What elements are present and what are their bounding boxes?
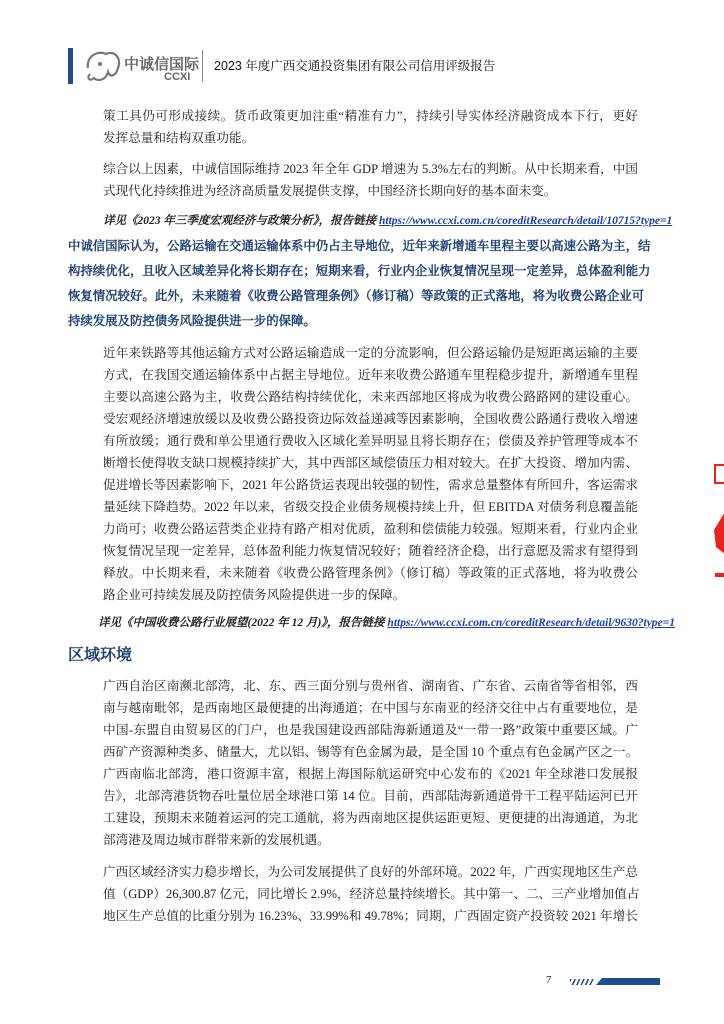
- page-number: 7: [546, 974, 552, 986]
- text-line: 路企业可持续发展及防控债务风险提供进一步的保障。: [103, 588, 406, 602]
- red-seal-stamp: [712, 455, 724, 580]
- logo-text-en: CCXI: [164, 71, 191, 83]
- text-line: 广西区域经济实力稳步增长，为公司发展提供了良好的外部环境。2022 年，广西实现地区生产总: [103, 865, 638, 879]
- text-line: 中国-东盟自由贸易区的门户，也是我国建设西部陆海新通道及“一带一路”政策中重要区域。广: [103, 723, 638, 737]
- text-line: 持续发展及防控债务风险提供进一步的保障。: [68, 314, 316, 328]
- header-accent-bar: [68, 48, 73, 84]
- ccxi-logo: [84, 48, 200, 86]
- text-line: 南与越南毗邻，是西南地区最便捷的出海通道；在中国与东南亚的经济交往中占有重要地位，是: [103, 701, 638, 715]
- text-line: 工建设，预期未来随着运河的完工通航，将为西南地区提供运距更短、更便捷的出海通道，为北: [103, 811, 638, 825]
- report-link-macro[interactable]: https://www.ccxi.com.cn/coreditResearch/detail/10715?type=1: [379, 215, 673, 227]
- text-line: 广西自治区南濒北部湾，北、东、西三面分别与贵州省、湖南省、广东省、云南省等省相邻，西: [103, 679, 638, 693]
- text-line: 有所放缓；通行费和单公里通行费收入区域化差异明显且将长期存在；偿债及养护管理等成本不: [103, 434, 638, 448]
- text-line: 促进增长等因素影响下，2021 年公路货运表现出较强的韧性，需求总量整体有所回升，客运需求: [103, 478, 638, 492]
- text-line: 综合以上因素，中诚信国际维持 2023 年全年 GDP 增速为 5.3%左右的判断。从中长期来看，中国: [103, 162, 638, 176]
- text-line: 地区生产总值的比重分别为 16.23%、33.99%和 49.78%；同期，广西固定资产投资较 2021 年增长: [103, 909, 638, 923]
- text-line: 方式，在我国交通运输体系中占据主导地位。近年来收费公路通车里程稳步提升，新增通车里程: [103, 368, 638, 382]
- text-line: 受宏观经济增速放缓以及收费公路投资边际效益递减等因素影响，全国收费公路通行费收入增速: [103, 412, 638, 426]
- text-line: 发挥总量和结构双重功能。: [103, 131, 255, 145]
- footer-accent-bar: [596, 978, 660, 985]
- report-title: 2023 年度广西交通投资集团有限公司信用评级报告: [214, 59, 496, 73]
- report-link-toll-road[interactable]: https://www.ccxi.com.cn/coreditResearch/detail/9630?type=1: [387, 617, 675, 629]
- paragraph-monetary-policy: [103, 105, 638, 149]
- text-line: 断增长使得收支缺口规模持续扩大，其中西部区域偿债压力相对较大。在扩大投资、增加内需、: [103, 456, 638, 470]
- text-line: 广西南临北部湾，港口资源丰富，根据上海国际航运研究中心发布的《2021 年全球港口发展报: [103, 767, 638, 781]
- text-line: 主要以高速公路为主，收费公路结构持续优化，未来西部地区将成为收费公路路网的建设重心。: [103, 390, 638, 404]
- header-divider: [202, 50, 203, 82]
- report-reference-toll-road: [98, 614, 675, 630]
- text-line: 部湾港及周边城市群带来新的发展机遇。: [103, 833, 330, 847]
- text-line: 释放。中长期来看，未来随着《收费公路管理条例》（修订稿）等政策的正式落地，将为收费公: [103, 566, 638, 580]
- text-line: 力尚可；收费公路运营类企业持有路产相对优质，盈利和偿债能力较强。短期来看，行业内企业: [103, 522, 638, 536]
- paragraph-guangxi-geography: [103, 675, 638, 851]
- text-line: 量延续下降趋势。2022 年以来，省级交投企业债务规模持续上升，但 EBITDA 对债务利息覆盖能: [103, 500, 638, 514]
- report-reference-macro: [103, 212, 672, 228]
- logo-text-cn: 中诚信国际: [124, 56, 200, 73]
- paragraph-toll-road-industry: [103, 342, 638, 606]
- key-opinion-paragraph: [68, 234, 651, 334]
- text-line: 中诚信国际认为，公路运输在交通运输体系中仍占主导地位，近年来新增通车里程主要以高速公路为主，结: [68, 239, 651, 253]
- reference-text: 详见《2023 年三季度宏观经济与政策分析》，报告链接: [103, 215, 379, 227]
- text-line: 策工具仍可形成接续。货币政策更加注重“精准有力”，持续引导实体经济融资成本下行，更好: [103, 109, 638, 123]
- paragraph-gdp-forecast: [103, 158, 638, 202]
- text-line: 恢复情况较好。此外，未来随着《收费公路管理条例》（修订稿）等政策的正式落地，将为收费公路企业可: [68, 289, 645, 303]
- text-line: 西矿产资源种类多、储量大，尤以铝、锡等有色金属为最，是全国 10 个重点有色金属产区之一。: [103, 745, 639, 759]
- text-line: 告》，北部湾港货物吞吐量位居全球港口第 14 位。目前，西部陆海新通道骨干工程平陆运河已开: [103, 789, 638, 803]
- paragraph-guangxi-economy: [103, 861, 638, 927]
- section-heading-regional-environment: 区域环境: [68, 647, 133, 664]
- text-line: 式现代化持续推进为经济高质量发展提供支撑，中国经济长期向好的基本面未变。: [103, 184, 557, 198]
- text-line: 构持续优化，且收入区域差异化将长期存在；短期来看，行业内企业恢复情况呈现一定差异，总体盈利能力: [68, 264, 651, 278]
- reference-text: 详见《中国收费公路行业展望(2022 年 12 月)》，报告链接: [98, 617, 388, 629]
- text-line: 近年来铁路等其他运输方式对公路运输造成一定的分流影响，但公路运输仍是短距离运输的主要: [103, 346, 638, 360]
- text-line: 恢复情况呈现一定差异，总体盈利能力恢复情况较好；随着经济企稳，出行意愿及需求有望得到: [103, 544, 638, 558]
- text-line: 值（GDP）26,300.87 亿元，同比增长 2.9%，经济总量持续增长。其中第一、二、三产业增加值占: [103, 887, 640, 901]
- footer-stripes: [570, 979, 594, 985]
